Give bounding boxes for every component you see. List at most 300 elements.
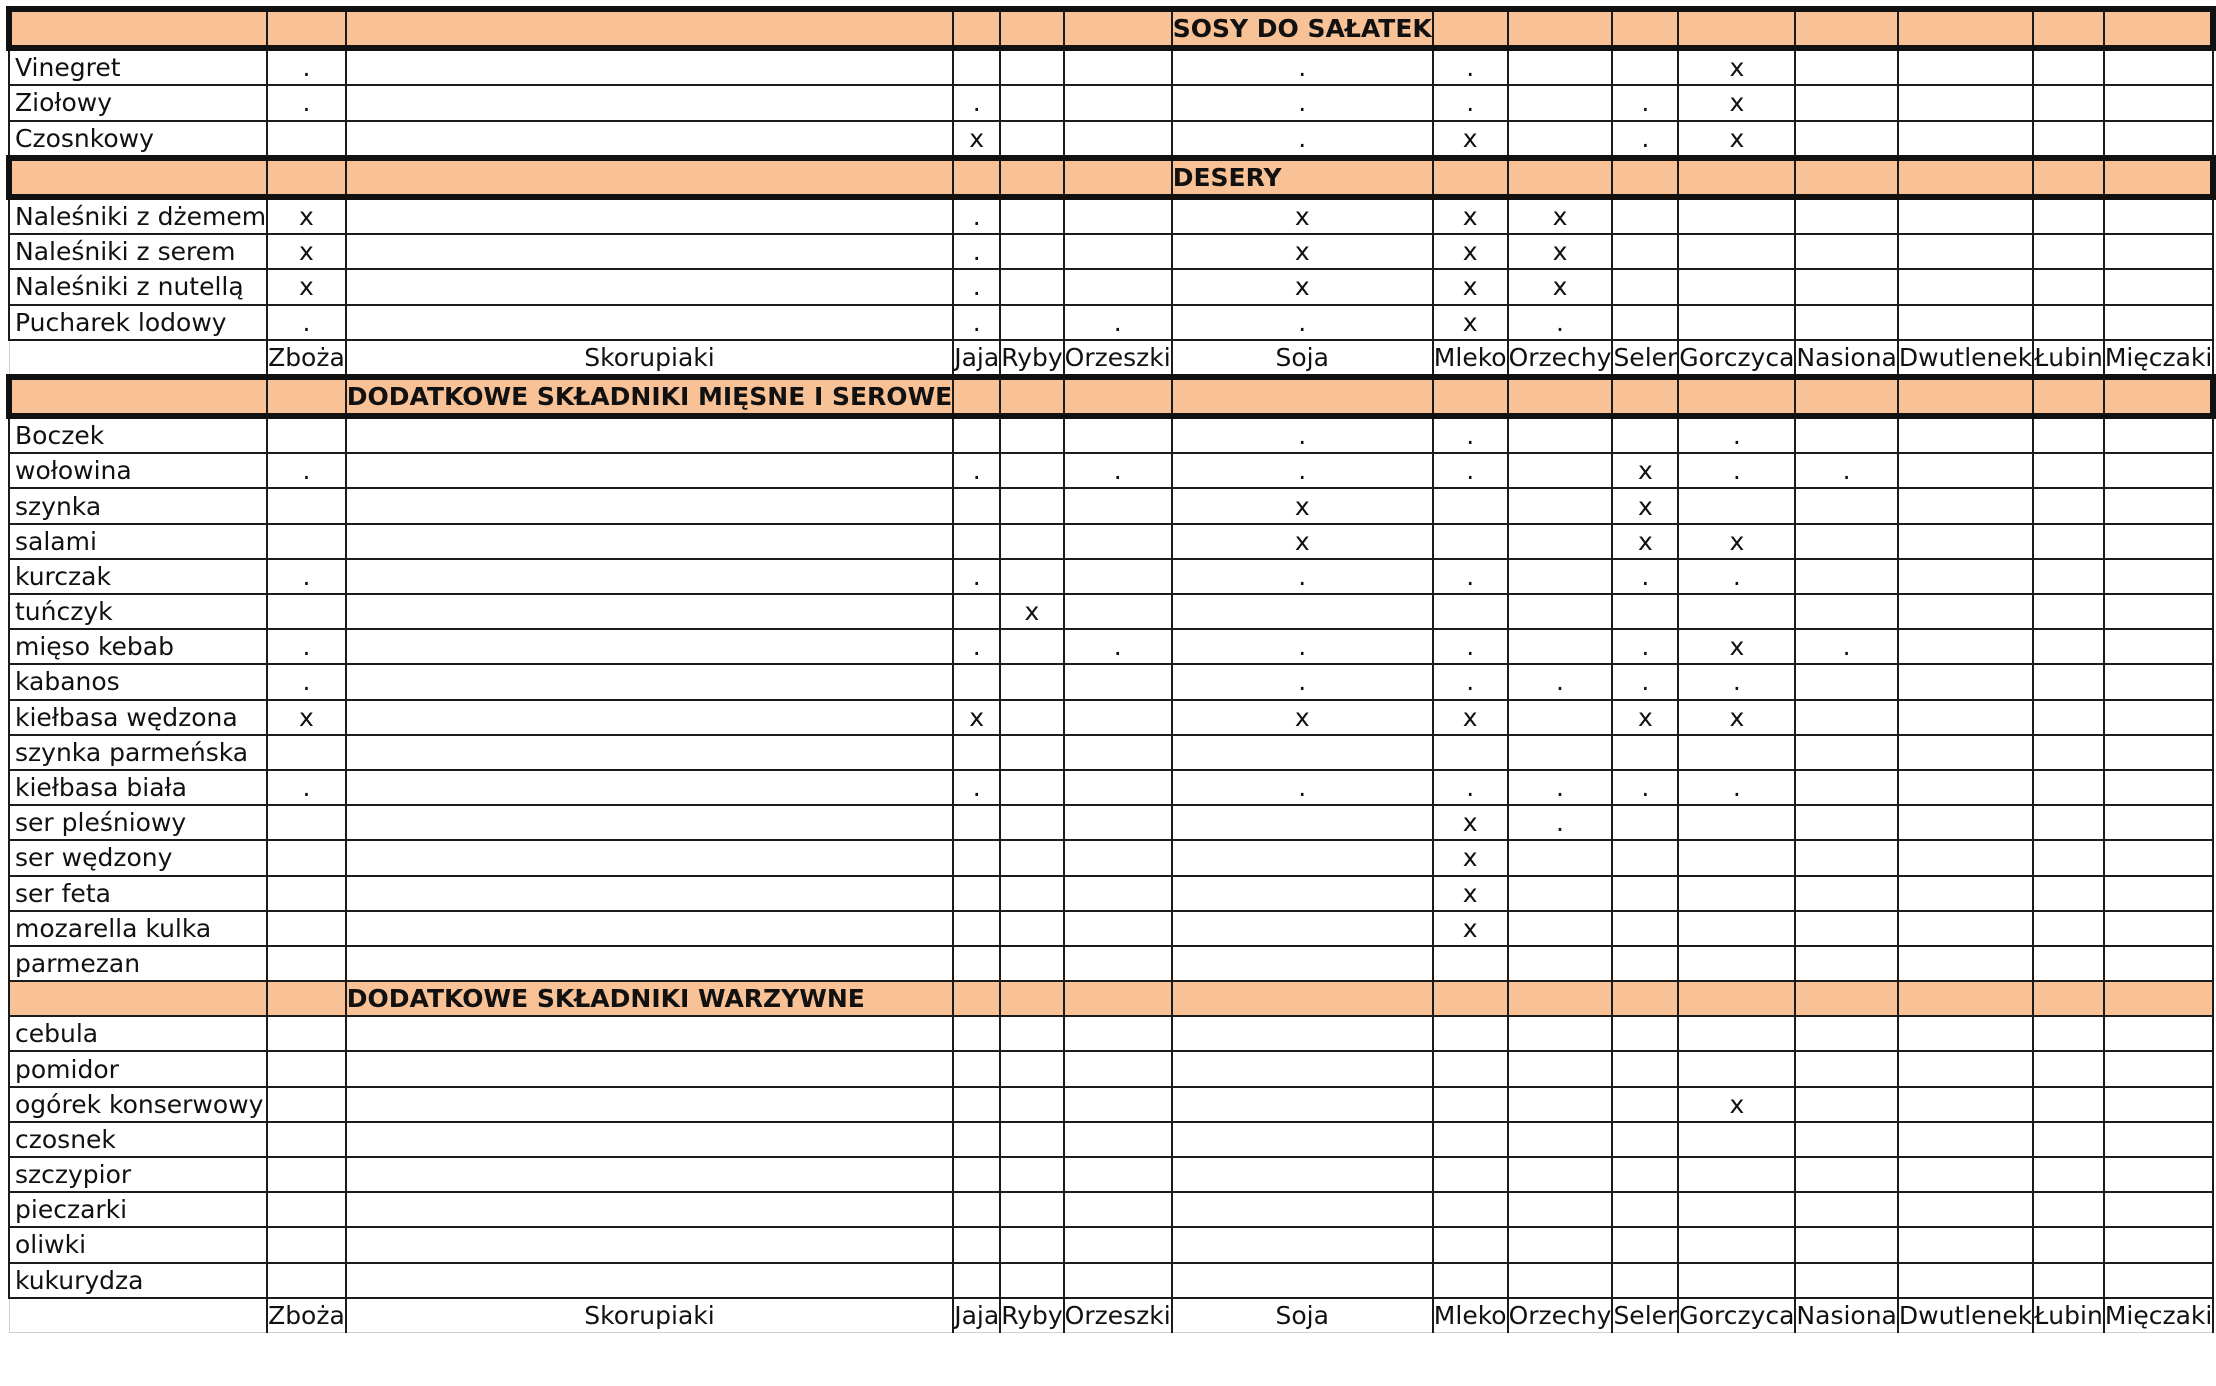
allergen-mark-cell: x	[1678, 524, 1795, 559]
allergen-mark-cell: .	[1172, 85, 1433, 120]
section-fill-cell	[1795, 158, 1897, 197]
allergen-mark-cell	[1172, 1016, 1433, 1051]
allergen-mark-cell: .	[1433, 629, 1508, 664]
section-fill-cell	[1898, 158, 2033, 197]
allergen-mark-cell	[1612, 946, 1678, 981]
allergen-mark-cell	[2033, 1087, 2104, 1122]
allergen-mark-cell	[1064, 1263, 1172, 1298]
allergen-mark-cell	[2033, 735, 2104, 770]
section-fill-cell	[1795, 981, 1897, 1016]
allergen-mark-cell	[267, 1157, 346, 1192]
allergen-mark-cell	[267, 1016, 346, 1051]
allergen-mark-cell	[953, 805, 1000, 840]
allergen-mark-cell: .	[1433, 85, 1508, 120]
allergen-mark-cell: x	[1433, 805, 1508, 840]
allergen-mark-cell	[1612, 1263, 1678, 1298]
section-fill-cell	[1000, 981, 1063, 1016]
table-row	[9, 594, 2213, 629]
allergen-mark-cell	[953, 840, 1000, 875]
allergen-mark-cell: .	[1172, 121, 1433, 158]
allergen-mark-cell: .	[1172, 305, 1433, 340]
allergen-mark-cell: x	[1678, 48, 1795, 85]
item-name-cell: Naleśniki z serem	[9, 234, 267, 269]
item-name-cell: cebula	[9, 1016, 267, 1051]
allergen-mark-cell	[953, 664, 1000, 699]
item-name-cell: salami	[9, 524, 267, 559]
allergen-mark-cell	[2104, 197, 2214, 234]
allergen-mark-cell	[1000, 629, 1063, 664]
allergen-mark-cell	[1508, 629, 1613, 664]
allergen-mark-cell	[346, 48, 953, 85]
allergen-mark-cell	[2033, 234, 2104, 269]
allergen-mark-cell	[1795, 700, 1897, 735]
item-name-cell: czosnek	[9, 1122, 267, 1157]
allergen-mark-cell: .	[1172, 559, 1433, 594]
allergen-mark-cell	[267, 805, 346, 840]
item-name-cell: kiełbasa wędzona	[9, 700, 267, 735]
allergen-mark-cell	[1000, 48, 1063, 85]
table-row	[9, 559, 2213, 594]
allergen-mark-cell: .	[1433, 770, 1508, 805]
section-fill-cell	[953, 377, 1000, 416]
allergen-mark-cell	[1064, 840, 1172, 875]
allergen-mark-cell	[1898, 559, 2033, 594]
section-fill-cell	[9, 981, 267, 1016]
allergen-mark-cell	[2104, 1016, 2214, 1051]
allergen-mark-cell: x	[1612, 488, 1678, 523]
section-fill-cell	[9, 158, 267, 197]
allergen-mark-cell	[1508, 840, 1613, 875]
allergen-mark-cell	[1064, 1016, 1172, 1051]
allergen-mark-cell	[2104, 1051, 2214, 1086]
allergen-header-cell: Nasiona	[1795, 1298, 1897, 1333]
table-row	[9, 629, 2213, 664]
allergen-mark-cell	[2033, 416, 2104, 453]
allergen-mark-cell	[1064, 1227, 1172, 1262]
allergen-mark-cell	[346, 1263, 953, 1298]
section-fill-cell	[1433, 9, 1508, 48]
section-fill-cell	[2033, 158, 2104, 197]
allergen-mark-cell	[2104, 559, 2214, 594]
allergen-mark-cell: x	[1172, 234, 1433, 269]
allergen-mark-cell	[2104, 121, 2214, 158]
item-name-cell: pomidor	[9, 1051, 267, 1086]
allergen-mark-cell	[1795, 805, 1897, 840]
allergen-header-cell: Gorczyca	[1678, 340, 1795, 377]
allergen-mark-cell	[267, 524, 346, 559]
allergen-mark-cell	[1795, 197, 1897, 234]
allergen-mark-cell	[1898, 911, 2033, 946]
allergen-mark-cell	[1000, 488, 1063, 523]
allergen-header-cell: Skorupiaki	[346, 1298, 953, 1333]
section-title: SOSY DO SAŁATEK	[1172, 14, 1432, 44]
allergen-mark-cell	[1064, 911, 1172, 946]
allergen-mark-cell	[1000, 1122, 1063, 1157]
item-name-cell: ser feta	[9, 876, 267, 911]
allergen-mark-cell	[1678, 594, 1795, 629]
allergen-mark-cell	[1795, 735, 1897, 770]
item-name-cell: wołowina	[9, 453, 267, 488]
allergen-mark-cell	[1508, 524, 1613, 559]
section-fill-cell	[1064, 981, 1172, 1016]
allergen-mark-cell	[1898, 305, 2033, 340]
allergen-mark-cell	[1172, 1157, 1433, 1192]
allergen-mark-cell: .	[1433, 416, 1508, 453]
item-name-cell: kabanos	[9, 664, 267, 699]
allergen-mark-cell	[1795, 85, 1897, 120]
allergen-mark-cell	[1433, 946, 1508, 981]
section-fill-cell	[1898, 377, 2033, 416]
allergen-mark-cell: .	[1795, 453, 1897, 488]
allergen-mark-cell: .	[267, 664, 346, 699]
table-row	[9, 805, 2213, 840]
allergen-mark-cell	[1898, 197, 2033, 234]
allergen-mark-cell: x	[1172, 269, 1433, 304]
allergen-mark-cell	[1898, 1122, 2033, 1157]
allergen-mark-cell	[1064, 269, 1172, 304]
allergen-mark-cell	[2104, 805, 2214, 840]
allergen-mark-cell	[2033, 1192, 2104, 1227]
allergen-mark-cell: x	[1678, 700, 1795, 735]
allergen-mark-cell	[2104, 1087, 2214, 1122]
allergen-mark-cell	[1612, 305, 1678, 340]
allergen-header-cell: Seler	[1612, 340, 1678, 377]
item-name-cell: kiełbasa biała	[9, 770, 267, 805]
allergen-mark-cell	[2033, 664, 2104, 699]
allergen-mark-cell	[1678, 305, 1795, 340]
item-name-cell: szczypior	[9, 1157, 267, 1192]
allergen-mark-cell	[953, 876, 1000, 911]
allergen-mark-cell	[2104, 1157, 2214, 1192]
allergen-mark-cell	[267, 1227, 346, 1262]
allergen-mark-cell	[1433, 735, 1508, 770]
table-row	[9, 735, 2213, 770]
allergen-mark-cell	[1795, 1157, 1897, 1192]
allergen-mark-cell	[1678, 1263, 1795, 1298]
allergen-mark-cell	[2104, 1122, 2214, 1157]
allergen-mark-cell	[1612, 416, 1678, 453]
allergen-mark-cell	[2033, 911, 2104, 946]
allergen-mark-cell	[1898, 664, 2033, 699]
allergen-mark-cell	[1678, 1157, 1795, 1192]
allergen-mark-cell	[1064, 416, 1172, 453]
section-fill-cell	[267, 158, 346, 197]
allergen-mark-cell	[346, 735, 953, 770]
allergen-mark-cell	[346, 594, 953, 629]
item-name-cell: szynka	[9, 488, 267, 523]
allergen-mark-cell	[1795, 1227, 1897, 1262]
allergen-mark-cell: x	[1612, 700, 1678, 735]
allergen-mark-cell	[1508, 85, 1613, 120]
allergen-mark-cell: x	[1172, 488, 1433, 523]
table-row	[9, 946, 2213, 981]
allergen-mark-cell: .	[1678, 664, 1795, 699]
allergen-mark-cell	[2104, 305, 2214, 340]
allergen-mark-cell	[2033, 946, 2104, 981]
allergen-mark-cell: .	[267, 770, 346, 805]
allergen-mark-cell: x	[1433, 840, 1508, 875]
allergen-header-cell: Mięczaki	[2104, 1298, 2214, 1333]
allergen-mark-cell	[1898, 234, 2033, 269]
allergen-mark-cell	[1064, 488, 1172, 523]
allergen-header-cell: Seler	[1612, 1298, 1678, 1333]
header-blank-cell	[9, 340, 267, 377]
allergen-mark-cell: .	[267, 453, 346, 488]
item-name-cell: Ziołowy	[9, 85, 267, 120]
allergen-mark-cell	[1508, 416, 1613, 453]
allergen-mark-cell	[1000, 1051, 1063, 1086]
allergen-mark-cell	[2104, 269, 2214, 304]
allergen-mark-cell: .	[1508, 770, 1613, 805]
allergen-mark-cell	[346, 629, 953, 664]
allergen-mark-cell	[1508, 1016, 1613, 1051]
allergen-mark-cell: x	[1433, 876, 1508, 911]
allergen-mark-cell	[2033, 453, 2104, 488]
allergen-mark-cell: .	[1172, 453, 1433, 488]
allergen-mark-cell	[953, 1051, 1000, 1086]
section-fill-cell	[267, 9, 346, 48]
allergen-mark-cell: x	[1433, 121, 1508, 158]
allergen-mark-cell: .	[1612, 770, 1678, 805]
allergen-mark-cell	[2104, 876, 2214, 911]
table-row	[9, 524, 2213, 559]
allergen-mark-cell	[267, 735, 346, 770]
table-row	[9, 453, 2213, 488]
allergen-mark-cell	[2033, 197, 2104, 234]
item-name-cell: oliwki	[9, 1227, 267, 1262]
table-row	[9, 1227, 2213, 1262]
allergen-mark-cell: .	[1678, 770, 1795, 805]
allergen-header-cell: Dwutlenek	[1898, 1298, 2033, 1333]
allergen-mark-cell	[1898, 1016, 2033, 1051]
allergen-mark-cell: .	[1612, 664, 1678, 699]
allergen-mark-cell	[1000, 700, 1063, 735]
header-blank-cell	[9, 1298, 267, 1333]
section-fill-cell	[1433, 158, 1508, 197]
item-name-cell: kurczak	[9, 559, 267, 594]
section-fill-cell	[1000, 158, 1063, 197]
section-fill-cell	[1000, 377, 1063, 416]
allergen-mark-cell: x	[267, 234, 346, 269]
allergen-mark-cell	[2033, 269, 2104, 304]
table-row	[9, 48, 2213, 85]
table-row	[9, 305, 2213, 340]
allergen-mark-cell	[1433, 1227, 1508, 1262]
allergen-mark-cell	[2033, 488, 2104, 523]
allergen-header-cell: Zboża	[267, 1298, 346, 1333]
allergen-header-cell: Łubin	[2033, 1298, 2104, 1333]
allergen-mark-cell	[2033, 305, 2104, 340]
allergen-mark-cell	[1172, 1263, 1433, 1298]
allergen-mark-cell	[1064, 1192, 1172, 1227]
allergen-mark-cell	[1000, 234, 1063, 269]
allergen-mark-cell: x	[1172, 197, 1433, 234]
allergen-mark-cell: .	[1433, 664, 1508, 699]
allergen-mark-cell	[1172, 594, 1433, 629]
allergen-mark-cell	[1508, 1157, 1613, 1192]
allergen-mark-cell	[2104, 946, 2214, 981]
allergen-mark-cell	[2104, 1263, 2214, 1298]
section-fill-cell	[2104, 9, 2214, 48]
allergen-mark-cell	[1612, 840, 1678, 875]
allergen-mark-cell	[1433, 1087, 1508, 1122]
allergen-header-cell: Łubin	[2033, 340, 2104, 377]
allergen-mark-cell	[1508, 1122, 1613, 1157]
allergen-mark-cell: .	[953, 629, 1000, 664]
allergen-mark-cell: .	[1508, 664, 1613, 699]
allergen-mark-cell	[1678, 1227, 1795, 1262]
allergen-mark-cell	[1898, 770, 2033, 805]
allergen-mark-cell	[1898, 524, 2033, 559]
allergen-mark-cell	[2104, 1192, 2214, 1227]
allergen-header-cell: Dwutlenek	[1898, 340, 2033, 377]
allergen-mark-cell: .	[267, 305, 346, 340]
allergen-mark-cell	[1898, 594, 2033, 629]
allergen-mark-cell	[267, 1263, 346, 1298]
allergen-mark-cell	[1000, 524, 1063, 559]
item-name-cell: parmezan	[9, 946, 267, 981]
allergen-mark-cell	[1000, 911, 1063, 946]
allergen-mark-cell	[346, 234, 953, 269]
allergen-mark-cell	[1433, 1016, 1508, 1051]
allergen-mark-cell	[1000, 1016, 1063, 1051]
allergen-mark-cell	[1795, 946, 1897, 981]
allergen-mark-cell	[1898, 876, 2033, 911]
allergen-mark-cell	[1000, 269, 1063, 304]
item-name-cell: Naleśniki z nutellą	[9, 269, 267, 304]
allergen-mark-cell	[1000, 559, 1063, 594]
allergen-mark-cell: .	[1612, 629, 1678, 664]
allergen-mark-cell	[1064, 876, 1172, 911]
section-title-cell	[1172, 9, 1433, 48]
allergen-header-cell: Orzeszki	[1064, 340, 1172, 377]
allergen-mark-cell: x	[1433, 700, 1508, 735]
allergen-mark-cell: x	[1508, 269, 1613, 304]
allergen-mark-cell	[1898, 121, 2033, 158]
item-name-cell: Boczek	[9, 416, 267, 453]
allergen-mark-cell	[1795, 1263, 1897, 1298]
allergen-mark-cell	[1172, 876, 1433, 911]
allergen-mark-cell	[1172, 805, 1433, 840]
allergen-mark-cell	[1898, 1087, 2033, 1122]
allergen-mark-cell: .	[1433, 453, 1508, 488]
allergen-mark-cell	[2033, 594, 2104, 629]
allergen-mark-cell	[1898, 453, 2033, 488]
allergen-mark-cell	[346, 1016, 953, 1051]
allergen-mark-cell	[1000, 305, 1063, 340]
allergen-mark-cell: .	[267, 629, 346, 664]
allergen-mark-cell	[267, 594, 346, 629]
allergen-mark-cell	[267, 1192, 346, 1227]
allergen-mark-cell	[267, 1051, 346, 1086]
allergen-mark-cell	[267, 416, 346, 453]
allergen-mark-cell	[1612, 805, 1678, 840]
allergen-mark-cell	[1064, 1122, 1172, 1157]
section-fill-cell	[953, 9, 1000, 48]
allergen-mark-cell	[1612, 1087, 1678, 1122]
allergen-mark-cell	[1508, 488, 1613, 523]
allergen-mark-cell: .	[1612, 85, 1678, 120]
allergen-mark-cell: x	[1172, 700, 1433, 735]
allergen-mark-cell: .	[1678, 416, 1795, 453]
allergen-header-cell: Mleko	[1433, 340, 1508, 377]
allergen-mark-cell	[1795, 664, 1897, 699]
allergen-mark-cell	[1612, 197, 1678, 234]
allergen-mark-cell	[346, 840, 953, 875]
allergen-mark-cell	[1172, 1192, 1433, 1227]
allergen-mark-cell: .	[267, 85, 346, 120]
table-row	[9, 911, 2213, 946]
allergen-header-cell: Ryby	[1000, 1298, 1063, 1333]
allergen-mark-cell	[1433, 524, 1508, 559]
section-fill-cell	[1678, 9, 1795, 48]
allergen-header-cell: Orzeszki	[1064, 1298, 1172, 1333]
allergen-mark-cell	[1433, 1157, 1508, 1192]
allergen-mark-cell: x	[1508, 234, 1613, 269]
allergen-mark-cell	[2033, 840, 2104, 875]
allergen-mark-cell	[2033, 1227, 2104, 1262]
allergen-mark-cell: x	[1678, 121, 1795, 158]
allergen-mark-cell	[346, 911, 953, 946]
allergen-mark-cell	[346, 664, 953, 699]
allergen-mark-cell	[1678, 1192, 1795, 1227]
allergen-mark-cell	[2033, 1263, 2104, 1298]
section-fill-cell	[1612, 158, 1678, 197]
allergen-mark-cell	[953, 488, 1000, 523]
allergen-mark-cell	[346, 305, 953, 340]
allergen-mark-cell	[1898, 85, 2033, 120]
section-fill-cell	[9, 9, 267, 48]
allergen-mark-cell	[1000, 1263, 1063, 1298]
allergen-mark-cell: x	[1612, 453, 1678, 488]
allergen-mark-cell	[267, 121, 346, 158]
allergen-header-cell: Jaja	[953, 1298, 1000, 1333]
section-fill-cell	[2033, 377, 2104, 416]
allergen-header-row	[9, 340, 2213, 377]
allergen-mark-cell	[1898, 269, 2033, 304]
allergen-mark-cell	[953, 594, 1000, 629]
allergen-mark-cell: x	[1433, 269, 1508, 304]
allergen-mark-cell	[1612, 1051, 1678, 1086]
allergen-mark-cell	[1172, 911, 1433, 946]
table-row	[9, 1087, 2213, 1122]
item-name-cell: kukurydza	[9, 1263, 267, 1298]
allergen-mark-cell	[346, 488, 953, 523]
section-fill-cell	[1678, 981, 1795, 1016]
allergen-mark-cell	[1795, 1192, 1897, 1227]
allergen-mark-cell: .	[953, 85, 1000, 120]
allergen-mark-cell	[1898, 1157, 2033, 1192]
allergen-mark-cell	[1612, 1157, 1678, 1192]
allergen-mark-cell	[1000, 735, 1063, 770]
allergen-mark-cell	[1508, 559, 1613, 594]
allergen-mark-cell	[1508, 700, 1613, 735]
allergen-mark-cell: x	[1433, 305, 1508, 340]
allergen-mark-cell	[953, 1016, 1000, 1051]
allergen-mark-cell	[1433, 1192, 1508, 1227]
allergen-mark-cell: .	[1612, 559, 1678, 594]
item-name-cell: Vinegret	[9, 48, 267, 85]
allergen-mark-cell	[1795, 1016, 1897, 1051]
allergen-mark-cell	[346, 1051, 953, 1086]
allergen-mark-cell	[2104, 770, 2214, 805]
allergen-mark-cell	[2104, 629, 2214, 664]
allergen-mark-cell	[1678, 269, 1795, 304]
allergen-header-cell: Ryby	[1000, 340, 1063, 377]
allergen-mark-cell	[1612, 911, 1678, 946]
allergen-mark-cell: .	[1508, 805, 1613, 840]
allergen-mark-cell	[1508, 1192, 1613, 1227]
